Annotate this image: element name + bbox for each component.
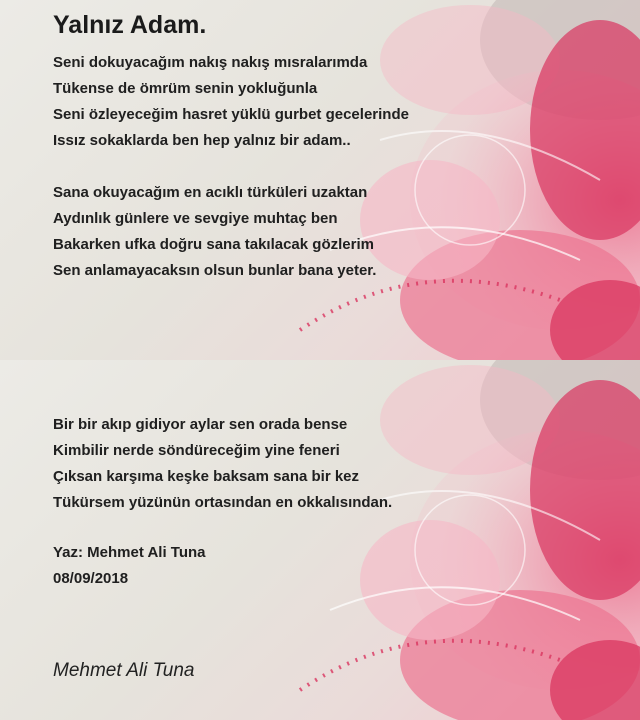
stanza-1 bbox=[53, 50, 409, 154]
stanza-3 bbox=[53, 412, 392, 516]
poem-line: Seni dokuyacağım nakış nakış mısralarımda bbox=[53, 54, 368, 71]
poem-line: Sana okuyacağım en acıklı türküleri uzaktan bbox=[53, 184, 368, 201]
poem-line: Seni özleyeceğim hasret yüklü gurbet gecelerinde bbox=[53, 106, 409, 123]
author-signature: Mehmet Ali Tuna bbox=[53, 660, 195, 681]
poem-line: Aydınlık günlere ve sevgiye muhtaç ben bbox=[53, 210, 338, 227]
poem-line: Sen anlamayacaksın olsun bunlar bana yeter. bbox=[53, 262, 377, 279]
poem-line: Tükürsem yüzünün ortasından en okkalısından. bbox=[53, 494, 393, 511]
poem-line: Çıksan karşıma keşke baksam sana bir kez bbox=[53, 468, 360, 485]
poem-line: Issız sokaklarda ben hep yalnız bir adam.. bbox=[53, 132, 351, 149]
poem-line: Bir bir akıp gidiyor aylar sen orada bense bbox=[53, 416, 348, 433]
poem-date: 08/09/2018 bbox=[53, 570, 129, 587]
poem-title: Yalnız Adam. bbox=[53, 11, 207, 39]
poem-line: Bakarken ufka doğru sana takılacak gözlerim bbox=[53, 236, 374, 253]
poem-line: Kimbilir nerde söndüreceğim yine feneri bbox=[53, 442, 340, 459]
stanza-2 bbox=[53, 180, 376, 284]
poem-credit bbox=[53, 540, 206, 592]
poem-line: Tükense de ömrüm senin yokluğunla bbox=[53, 80, 318, 97]
author-line: Yaz: Mehmet Ali Tuna bbox=[53, 544, 206, 561]
